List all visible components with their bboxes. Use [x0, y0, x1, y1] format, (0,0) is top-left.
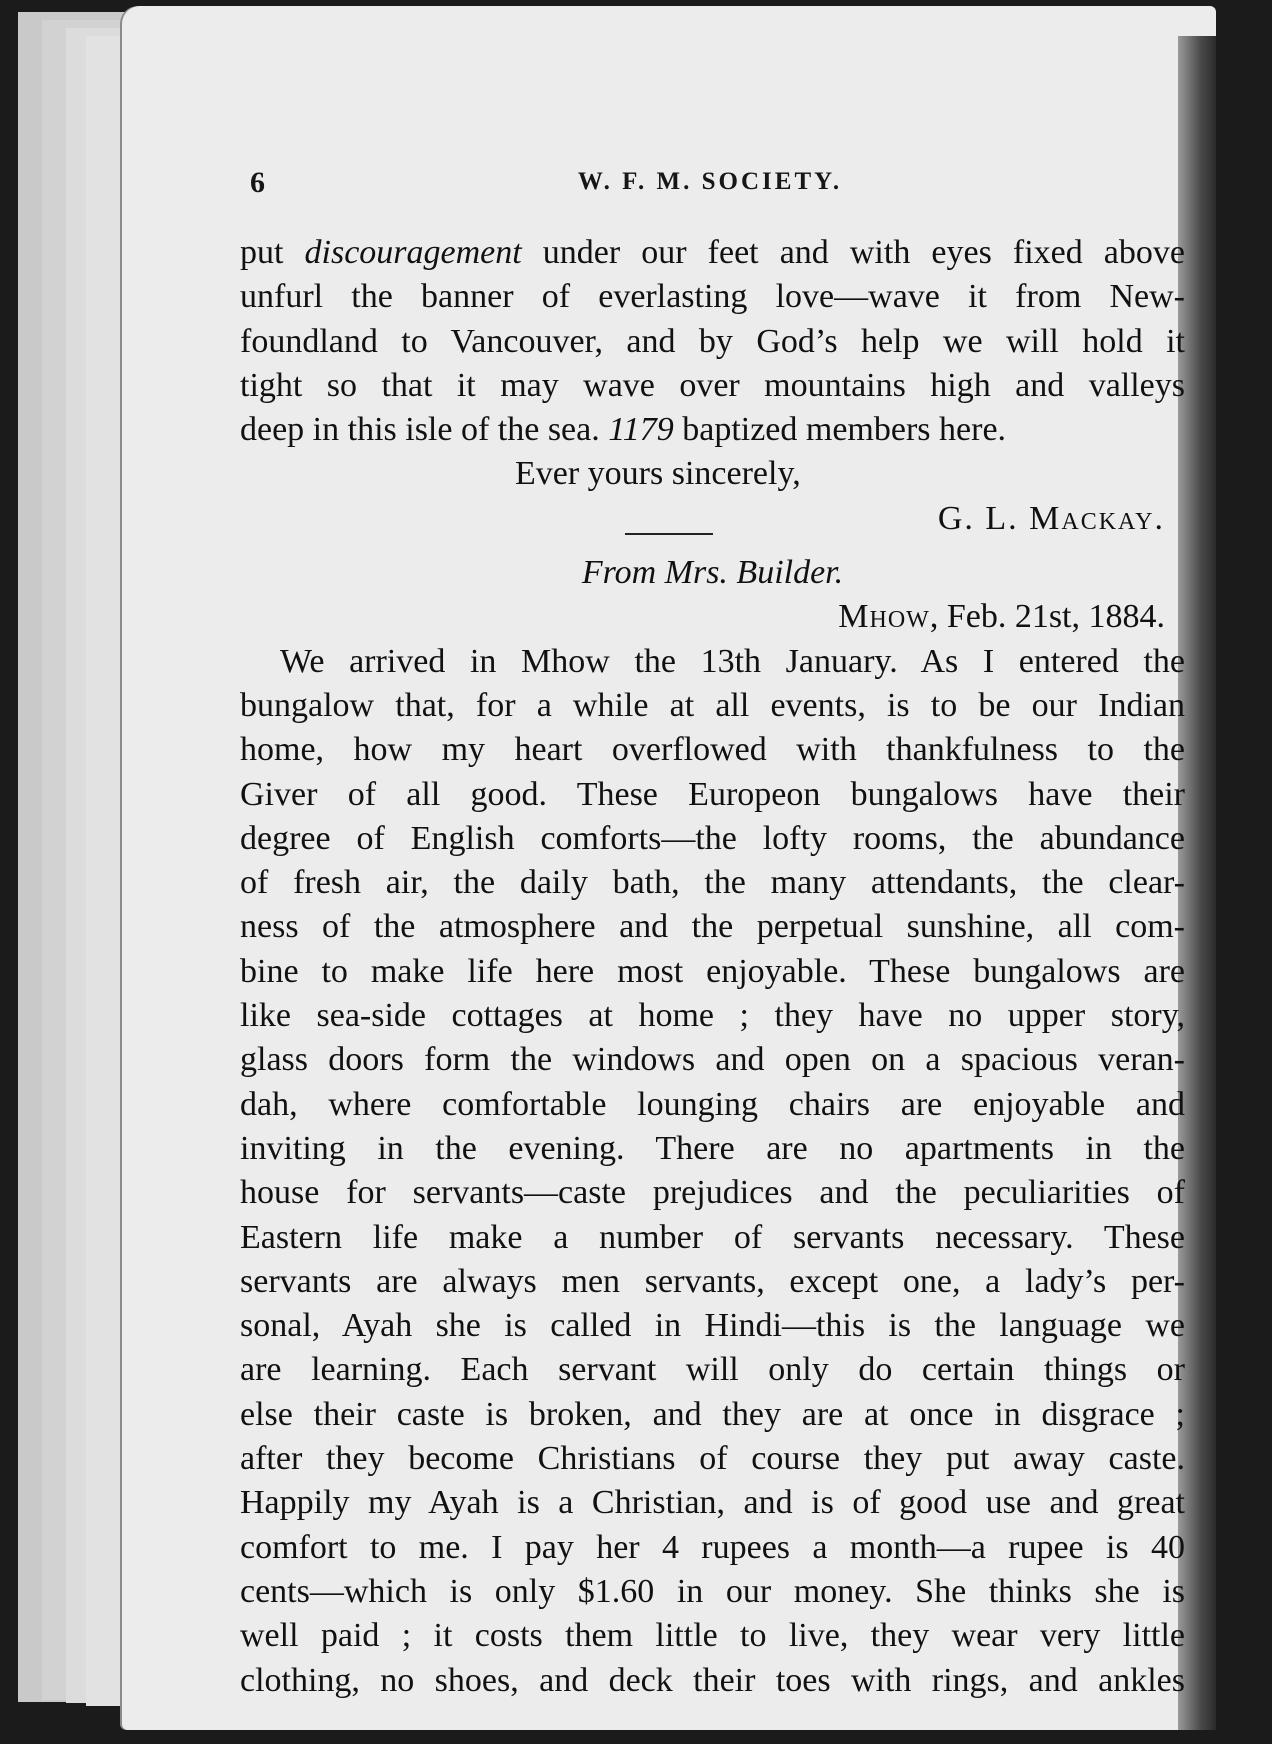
- letter-closing: Ever yours sincerely,: [515, 455, 801, 493]
- letter-signature: G. L. Mackay.: [937, 499, 1165, 537]
- text-line: sonal, Ayah she is called in Hindi—this is the language we: [240, 1307, 1185, 1345]
- text-line: after they become Christians of course they put away caste.: [240, 1440, 1185, 1478]
- page-number: 6: [250, 166, 265, 199]
- text-line: degree of English comforts—the lofty rooms, the abundance: [240, 819, 1185, 857]
- text-line: dah, where comfortable lounging chairs are enjoyable and: [240, 1085, 1185, 1123]
- text-line: bungalow that, for a while at all events, is to be our Indian: [240, 686, 1185, 724]
- text-line: bine to make life here most enjoyable. These bungalows are: [240, 952, 1185, 990]
- text-line: deep in this isle of the sea. 1179 baptized members here.: [240, 411, 1007, 449]
- text-line: glass doors form the windows and open on a spacious veran-: [240, 1041, 1185, 1079]
- section-divider: [625, 533, 713, 535]
- letter-heading: From Mrs. Builder.: [581, 554, 844, 592]
- running-title: W. F. M. SOCIETY.: [577, 168, 843, 195]
- text-line: foundland to Vancouver, and by God’s help we will hold it: [240, 322, 1185, 360]
- letter-dateline: Mhow, Feb. 21st, 1884.: [838, 598, 1165, 636]
- text-line: Eastern life make a number of servants necessary. These: [240, 1218, 1185, 1256]
- text-line: tight so that it may wave over mountains high and valleys: [240, 366, 1185, 404]
- body-text: [240, 231, 1185, 1703]
- text-line: of fresh air, the daily bath, the many attendants, the clear-: [240, 864, 1185, 902]
- text-line: like sea-side cottages at home ; they have no upper story,: [240, 997, 1185, 1035]
- text-line: Happily my Ayah is a Christian, and is of good use and great: [240, 1484, 1185, 1522]
- text-line: cents—which is only $1.60 in our money. She thinks she is: [240, 1572, 1185, 1610]
- text-line: comfort to me. I pay her 4 rupees a month—a rupee is 40: [240, 1528, 1185, 1566]
- text-line: Giver of all good. These Europeon bungalows have their: [240, 775, 1185, 813]
- book-page: [122, 6, 1216, 1730]
- text-line: inviting in the evening. There are no apartments in the: [240, 1129, 1185, 1167]
- text-line: else their caste is broken, and they are at once in disgrace ;: [240, 1395, 1185, 1433]
- text-line: ness of the atmosphere and the perpetual sunshine, all com-: [240, 908, 1185, 946]
- text-line: We arrived in Mhow the 13th January. As I entered the: [280, 642, 1185, 680]
- text-line: home, how my heart overflowed with thankfulness to the: [240, 731, 1185, 769]
- text-line: clothing, no shoes, and deck their toes with rings, and ankles: [240, 1661, 1185, 1699]
- text-line: are learning. Each servant will only do certain things or: [240, 1351, 1185, 1389]
- text-line: put discouragement under our feet and with eyes fixed above: [240, 234, 1185, 271]
- text-line: house for servants—caste prejudices and the peculiarities of: [240, 1174, 1185, 1212]
- running-header: [250, 166, 1170, 206]
- text-line: servants are always men servants, except one, a lady’s per-: [240, 1262, 1185, 1300]
- text-line: unfurl the banner of everlasting love—wave it from New-: [240, 278, 1185, 316]
- text-line: well paid ; it costs them little to live, they wear very little: [240, 1617, 1185, 1655]
- letter-body: [240, 640, 1185, 1703]
